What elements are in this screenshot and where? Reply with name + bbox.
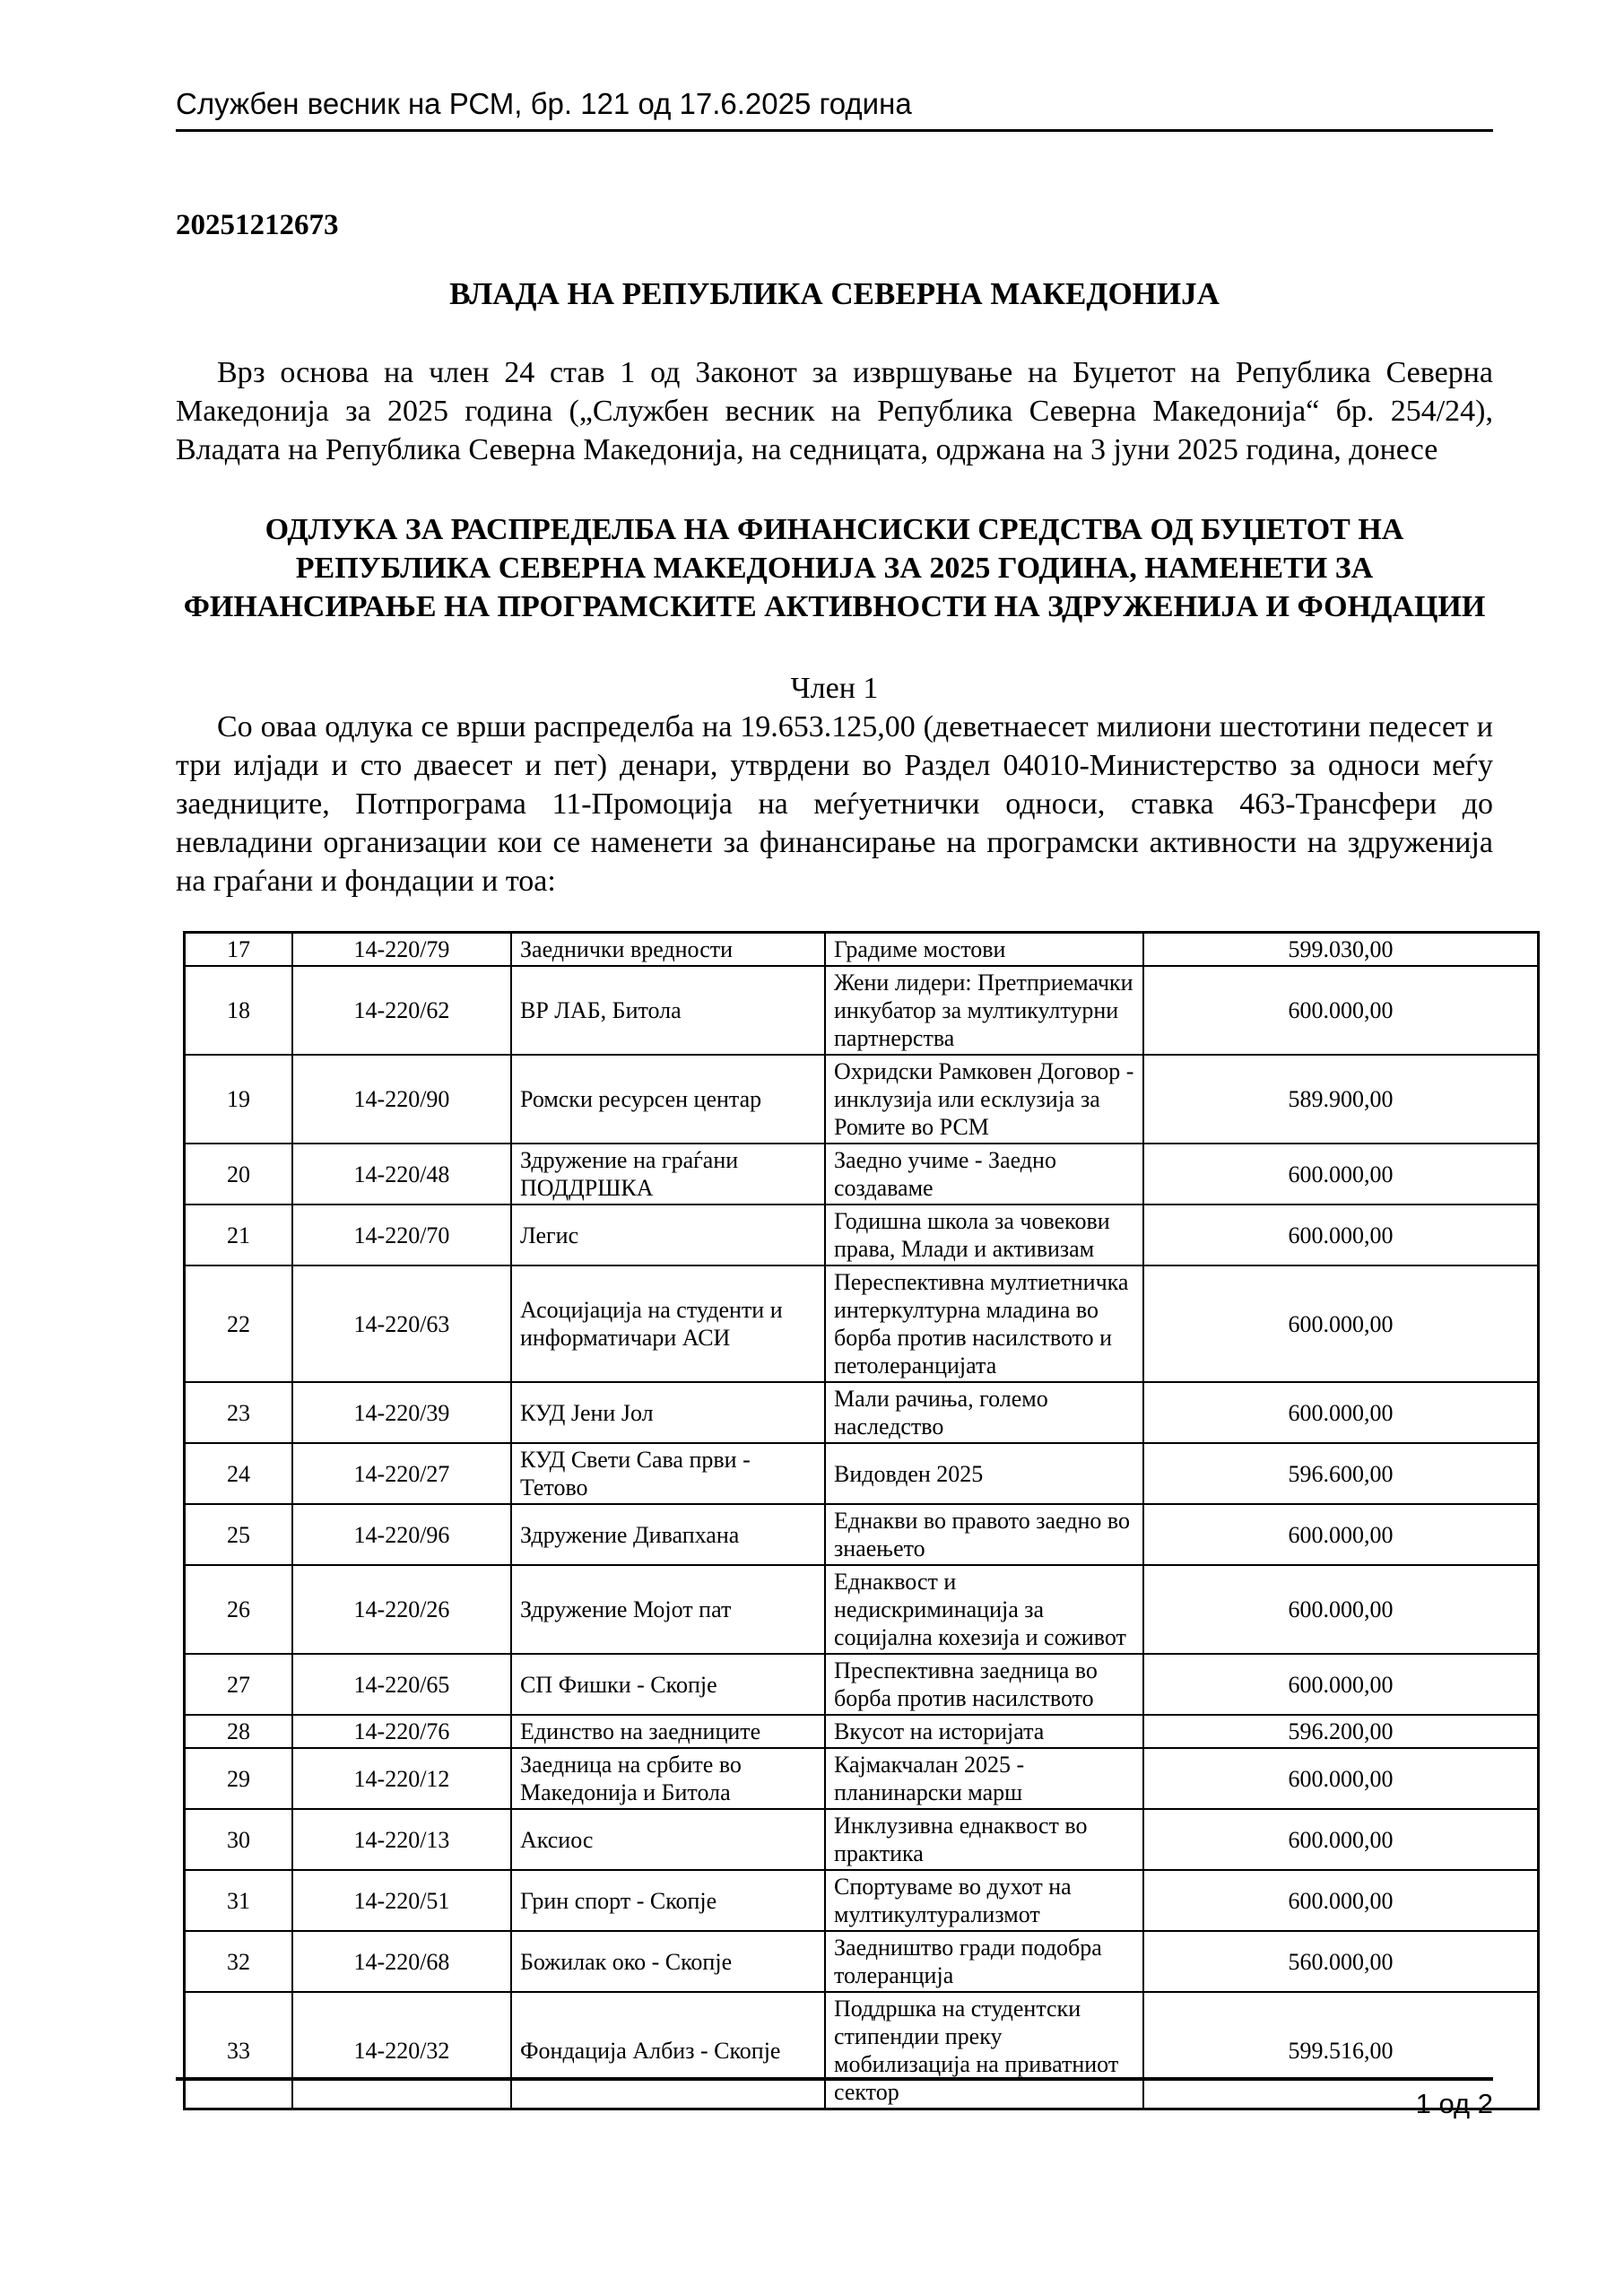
organization-cell: Божилак око - Скопје [511, 1931, 825, 1992]
project-cell: Инклузивна еднаквост во практика [825, 1809, 1143, 1870]
allocations-table-body [185, 933, 1539, 2109]
organization-cell: Заедница на србите во Македонија и Битола [511, 1748, 825, 1809]
table-row [185, 1265, 1539, 1382]
row-number-cell: 25 [185, 1504, 293, 1565]
project-cell: Годишна школа за човекови права, Млади и активизам [825, 1205, 1143, 1265]
organization-cell: СП Фишки - Скопје [511, 1654, 825, 1715]
project-cell: Заедно учиме - Заедно создаваме [825, 1144, 1143, 1205]
project-cell: Переспективна мултиетничка интеркултурна младина во борба против насилството и петолеранцијата [825, 1265, 1143, 1382]
case-code-cell: 14-220/65 [292, 1654, 511, 1715]
table-row [185, 966, 1539, 1055]
amount-cell: 600.000,00 [1143, 1382, 1539, 1443]
table-row [185, 1870, 1539, 1931]
row-number-cell: 27 [185, 1654, 293, 1715]
organization-cell: Асоцијација на студенти и информатичари АСИ [511, 1265, 825, 1382]
table-row [185, 1205, 1539, 1265]
table-row [185, 1748, 1539, 1809]
table-row [185, 1055, 1539, 1144]
table-row [185, 1931, 1539, 1992]
amount-cell: 600.000,00 [1143, 1565, 1539, 1654]
decision-title: ОДЛУКА ЗА РАСПРЕДЕЛБА НА ФИНАНСИСКИ СРЕДСТВА ОД БУЏЕТОТ НА РЕПУБЛИКА СЕВЕРНА МАКЕДОНИЈА ЗА 2025 ГОДИНА, НАМЕНЕТИ ЗА ФИНАНСИРАЊЕ НА ПРОГРАМСКИТЕ АКТИВНОСТИ НА ЗДРУЖЕНИЈА И ФОНДАЦИИ [183, 513, 1486, 623]
footer-divider [176, 2077, 1493, 2081]
allocations-table [183, 931, 1540, 2110]
gazette-header: Службен весник на РСМ, бр. 121 од 17.6.2025 година [176, 86, 1493, 132]
organization-cell: Легис [511, 1205, 825, 1265]
case-code-cell: 14-220/79 [292, 933, 511, 967]
row-number-cell: 18 [185, 966, 293, 1055]
table-row [185, 1443, 1539, 1504]
case-code-cell: 14-220/51 [292, 1870, 511, 1931]
page-number: 1 од 2 [1415, 2088, 1493, 2119]
organization-cell: Аксиос [511, 1809, 825, 1870]
row-number-cell: 23 [185, 1382, 293, 1443]
project-cell: Заедништво гради подобра толеранција [825, 1931, 1143, 1992]
project-cell: Вкусот на историјата [825, 1715, 1143, 1748]
case-code-cell: 14-220/27 [292, 1443, 511, 1504]
organization-cell: КУД Јени Јол [511, 1382, 825, 1443]
row-number-cell: 32 [185, 1931, 293, 1992]
row-number-cell: 30 [185, 1809, 293, 1870]
row-number-cell: 24 [185, 1443, 293, 1504]
page-content [176, 0, 1493, 2110]
organization-cell: Единство на заедниците [511, 1715, 825, 1748]
amount-cell: 600.000,00 [1143, 966, 1539, 1055]
project-cell: Охридски Рамковен Договор - инклузија или есклузија за Ромите во РСМ [825, 1055, 1143, 1144]
table-row [185, 1382, 1539, 1443]
case-code-cell: 14-220/68 [292, 1931, 511, 1992]
organization-cell: Ромски ресурсен центар [511, 1055, 825, 1144]
amount-cell: 589.900,00 [1143, 1055, 1539, 1144]
table-row [185, 933, 1539, 967]
organization-cell: Фондација Албиз - Скопје [511, 1992, 825, 2109]
row-number-cell: 26 [185, 1565, 293, 1654]
case-code-cell: 14-220/48 [292, 1144, 511, 1205]
amount-cell: 599.516,00 [1143, 1992, 1539, 2109]
project-cell: Преспективна заедница во борба против насилството [825, 1654, 1143, 1715]
table-row [185, 1504, 1539, 1565]
project-cell: Еднаквост и недискриминација за социјална кохезија и соживот [825, 1565, 1143, 1654]
case-code-cell: 14-220/76 [292, 1715, 511, 1748]
organization-cell: ВР ЛАБ, Битола [511, 966, 825, 1055]
project-cell: Мали рачиња, големо наследство [825, 1382, 1143, 1443]
case-code-cell: 14-220/12 [292, 1748, 511, 1809]
row-number-cell: 17 [185, 933, 293, 967]
row-number-cell: 33 [185, 1992, 293, 2109]
amount-cell: 600.000,00 [1143, 1265, 1539, 1382]
project-cell: Спортуваме во духот на мултикултурализмот [825, 1870, 1143, 1931]
case-code-cell: 14-220/96 [292, 1504, 511, 1565]
case-code-cell: 14-220/70 [292, 1205, 511, 1265]
organization-cell: Здружение Дивапхана [511, 1504, 825, 1565]
amount-cell: 596.600,00 [1143, 1443, 1539, 1504]
allocation-paragraph: Со оваа одлука се врши распределба на 19.653.125,00 (деветнаесет милиони шестотини педесет и три илјади и сто дваесет и пет) денари, утврдени во Раздел 04010-Министерство за односи меѓу заедниците, Потпрограма 11-Промоција на меѓуетнички односи, ставка 463-Трансфери до невладини организации кои се наменети за финансирање на програмски активности на здруженија на граѓани и фондации и тоа: [176, 710, 1493, 898]
case-code-cell: 14-220/13 [292, 1809, 511, 1870]
table-row [185, 1809, 1539, 1870]
project-cell: Градиме мостови [825, 933, 1143, 967]
amount-cell: 596.200,00 [1143, 1715, 1539, 1748]
intro-paragraph: Врз основа на член 24 став 1 од Законот за извршување на Буџетот на Република Северна Македонија за 2025 година („Службен весник на Република Северна Македонија“ бр. 254/24), Владата на Република Северна Македонија, на седницата, одржана на 3 јуни 2025 година, донесе [176, 356, 1493, 466]
project-cell: Жени лидери: Претприемачки инкубатор за мултикултурни партнерства [825, 966, 1143, 1055]
organization-cell: Здружение на граѓани ПОДДРШКА [511, 1144, 825, 1205]
table-row [185, 1992, 1539, 2109]
row-number-cell: 21 [185, 1205, 293, 1265]
amount-cell: 599.030,00 [1143, 933, 1539, 967]
table-row [185, 1654, 1539, 1715]
table-row [185, 1565, 1539, 1654]
case-code-cell: 14-220/63 [292, 1265, 511, 1382]
row-number-cell: 31 [185, 1870, 293, 1931]
amount-cell: 600.000,00 [1143, 1809, 1539, 1870]
project-cell: Кајмакчалан 2025 - планинарски марш [825, 1748, 1143, 1809]
amount-cell: 560.000,00 [1143, 1931, 1539, 1992]
case-code-cell: 14-220/32 [292, 1992, 511, 2109]
project-cell: Видовден 2025 [825, 1443, 1143, 1504]
table-row [185, 1715, 1539, 1748]
amount-cell: 600.000,00 [1143, 1205, 1539, 1265]
project-cell: Еднакви во правото заедно во знаењето [825, 1504, 1143, 1565]
table-row [185, 1144, 1539, 1205]
row-number-cell: 28 [185, 1715, 293, 1748]
project-cell: Поддршка на студентски стипендии преку мобилизација на приватниот сектор [825, 1992, 1143, 2109]
article-heading: Член 1 [790, 672, 879, 705]
row-number-cell: 20 [185, 1144, 293, 1205]
organization-cell: КУД Свети Сава први - Тетово [511, 1443, 825, 1504]
row-number-cell: 22 [185, 1265, 293, 1382]
amount-cell: 600.000,00 [1143, 1504, 1539, 1565]
organization-cell: Заеднички вредности [511, 933, 825, 967]
amount-cell: 600.000,00 [1143, 1748, 1539, 1809]
amount-cell: 600.000,00 [1143, 1654, 1539, 1715]
case-code-cell: 14-220/39 [292, 1382, 511, 1443]
case-code-cell: 14-220/90 [292, 1055, 511, 1144]
organization-cell: Грин спорт - Скопје [511, 1870, 825, 1931]
document-number: 20251212673 [176, 209, 339, 241]
amount-cell: 600.000,00 [1143, 1870, 1539, 1931]
row-number-cell: 29 [185, 1748, 293, 1809]
row-number-cell: 19 [185, 1055, 293, 1144]
government-title: ВЛАДА НА РЕПУБЛИКА СЕВЕРНА МАКЕДОНИЈА [449, 276, 1220, 311]
organization-cell: Здружение Мојот пат [511, 1565, 825, 1654]
case-code-cell: 14-220/26 [292, 1565, 511, 1654]
amount-cell: 600.000,00 [1143, 1144, 1539, 1205]
case-code-cell: 14-220/62 [292, 966, 511, 1055]
